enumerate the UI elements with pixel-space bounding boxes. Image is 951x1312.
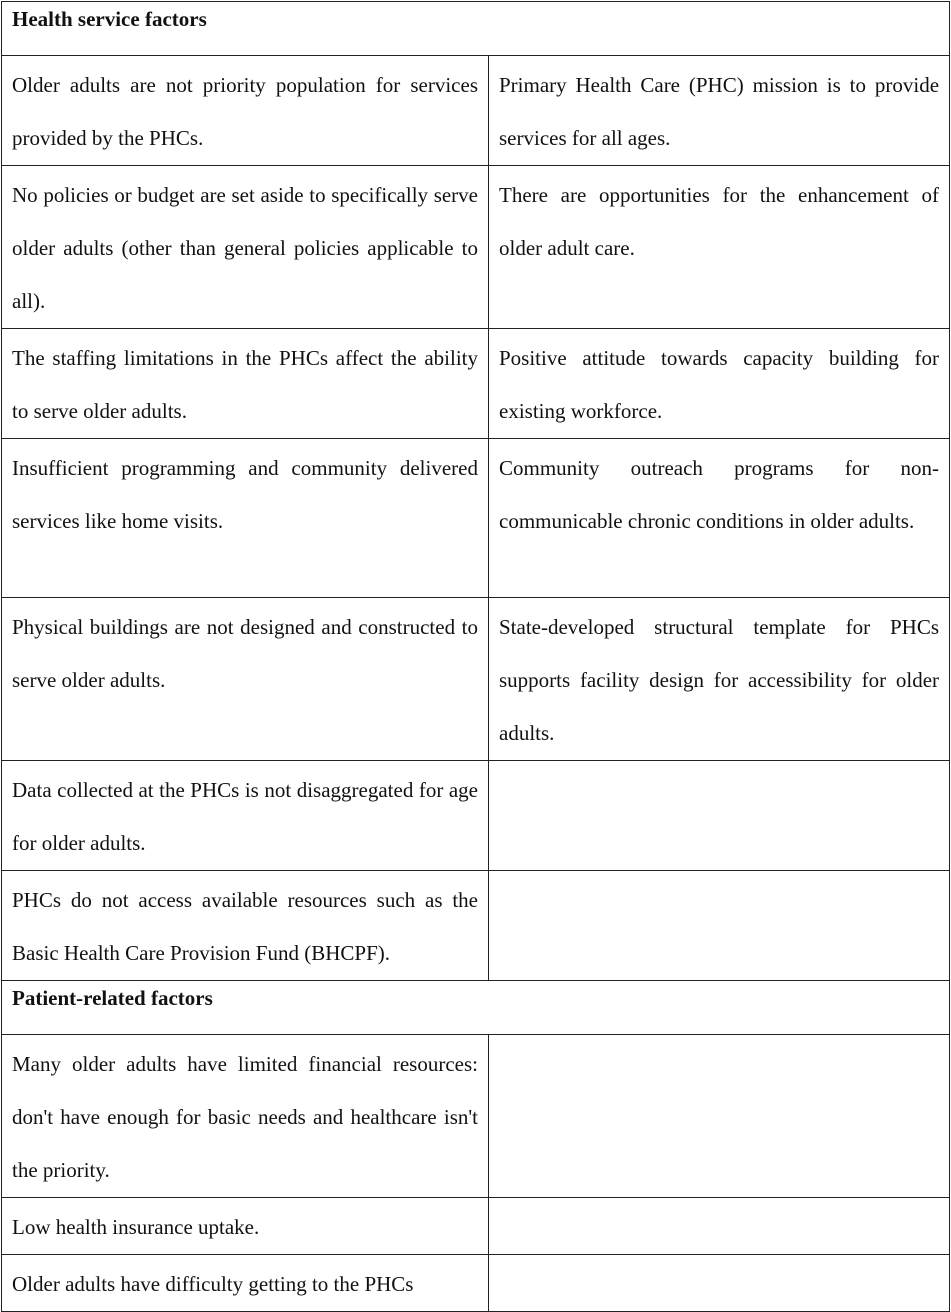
table-row (2, 761, 950, 871)
table-row (2, 439, 950, 598)
table-row (2, 1255, 950, 1312)
challenge-cell: The staffing limitations in the PHCs affect the ability to serve older adults. (2, 329, 489, 439)
challenge-cell: PHCs do not access available resources such as the Basic Health Care Provision Fund (BHCPF). (2, 871, 489, 981)
opportunity-cell: Positive attitude towards capacity building for existing workforce. (489, 329, 950, 439)
table-row (2, 1035, 950, 1198)
challenge-cell: Data collected at the PHCs is not disaggregated for age for older adults. (2, 761, 489, 871)
challenge-cell: Older adults have difficulty getting to the PHCs (2, 1255, 489, 1312)
opportunity-cell (489, 1198, 950, 1255)
challenge-cell: Insufficient programming and community delivered services like home visits. (2, 439, 489, 598)
challenge-cell: Many older adults have limited financial resources: don't have enough for basic needs and healthcare isn't the priority. (2, 1035, 489, 1198)
factors-table (1, 1, 950, 1312)
challenge-cell: No policies or budget are set aside to specifically serve older adults (other than general policies applicable to all). (2, 166, 489, 329)
section-title-patient-related: Patient-related factors (2, 981, 950, 1035)
opportunity-cell: Primary Health Care (PHC) mission is to provide services for all ages. (489, 56, 950, 166)
table-row (2, 871, 950, 981)
opportunity-cell: Community outreach programs for non-communicable chronic conditions in older adults. (489, 439, 950, 598)
opportunity-cell (489, 1035, 950, 1198)
opportunity-cell (489, 1255, 950, 1312)
challenge-cell: Low health insurance uptake. (2, 1198, 489, 1255)
section-header-row (2, 981, 950, 1035)
opportunity-cell (489, 761, 950, 871)
section-title-health-service: Health service factors (2, 2, 950, 56)
table-row (2, 56, 950, 166)
opportunity-cell: State-developed structural template for PHCs supports facility design for accessibility for older adults. (489, 598, 950, 761)
table-row (2, 166, 950, 329)
table-row (2, 329, 950, 439)
challenge-cell: Older adults are not priority population for services provided by the PHCs. (2, 56, 489, 166)
table-row (2, 1198, 950, 1255)
opportunity-cell (489, 871, 950, 981)
section-header-row (2, 2, 950, 56)
opportunity-cell: There are opportunities for the enhancement of older adult care. (489, 166, 950, 329)
table-row (2, 598, 950, 761)
challenge-cell: Physical buildings are not designed and constructed to serve older adults. (2, 598, 489, 761)
